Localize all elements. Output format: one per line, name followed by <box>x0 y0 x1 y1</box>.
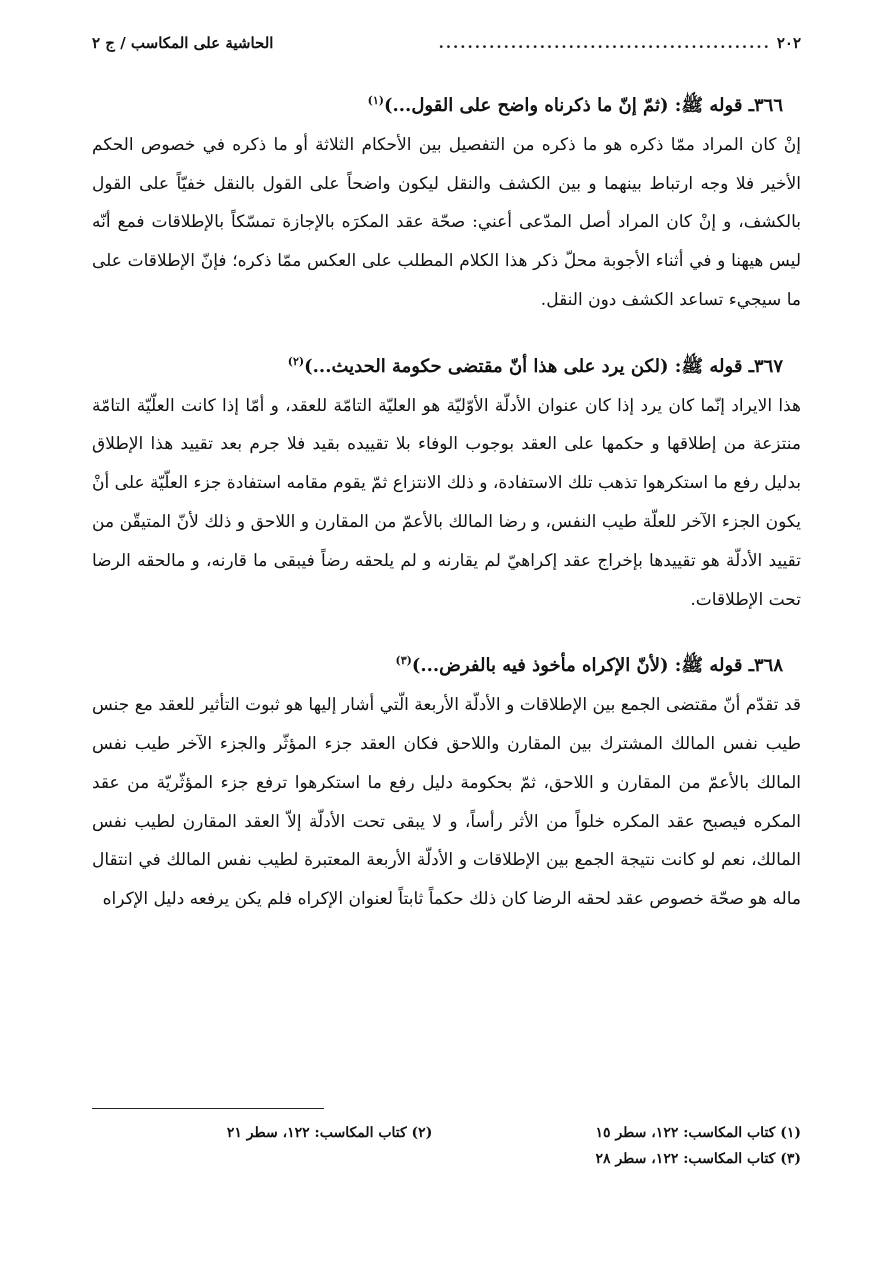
footnote-marker: (٣) <box>395 654 412 668</box>
section-paragraph: إنْ كان المراد ممّا ذكره هو ما ذكره من التفصيل بين الأحكام الثلاثة أو ما ذكره في خصوص الحكم الأخير فلا وجه ارتباط بينهما و بين الكشف والنقل ليكون واضحاً على القول بالنقل خفيّاً على القول بالكشف، و إنْ كان المراد أصل المدّعى أعني: صحّة عقد المكرَه بالإجازة تمسّكاً بالإطلاقات فمع أنّه ليس هيهنا و في أثناء الأجوبة محلّ ذكر هذا الكلام المطلب على العكس ممّا ذكره؛ فإنّ الإطلاقات على ما سيجيء تساعد الكشف دون النقل. <box>92 134 801 310</box>
heading-text: ٣٦٦ـ قوله ﷺ: (ثمّ إنّ ما ذكرناه واضح على القول...) <box>384 95 783 116</box>
footnote-1: (١) كتاب المكاسب: ١٢٢، سطر ١٥ <box>595 1125 801 1141</box>
page-body <box>92 82 801 919</box>
footnote-marker: (١) <box>367 94 384 107</box>
section-heading <box>92 82 801 126</box>
running-header <box>92 34 801 52</box>
book-title: الحاشية على المكاسب / ج ٢ <box>92 34 274 52</box>
commentary-section <box>92 343 801 620</box>
footnote-3: (٣) كتاب المكاسب: ١٢٢، سطر ٢٨ <box>595 1151 801 1167</box>
footnote-divider <box>92 1108 324 1109</box>
footnote-row <box>92 1120 801 1146</box>
footnote-marker: (٢) <box>287 354 305 368</box>
section-paragraph: قد تقدّم أنّ مقتضى الجمع بين الإطلاقات و الأدلّة الأربعة الّتي أشار إليها هو ثبوت التأثير للعقد مع جنس طيب نفس المالك المشترك بين المقارن واللاحق فكان العقد جزء المؤثّر والجزء الآخر طيب نفس المالك بالأعمّ من المقارن و اللاحق، ثمّ بحكومة دليل رفع ما استكرهوا ترفع جزء المؤثّريّة من عقد المكره فيصبح عقد المكره خلواً من الأثر رأساً، و لا يبقى تحت الأدلّة إلاّ العقد المقارن لطيب نفس المالك، نعم لو كانت نتيجة الجمع بين الإطلاقات و الأدلّة الأربعة المعتبرة لطيب نفس المالك في انتقال ماله هو صحّة خصوص عقد لحقه الرضا كان ذلك حكماً ثابتاً لعنوان الإكراه فلم يكن يرفعه دليل الإكراه <box>92 695 801 910</box>
section-paragraph: هذا الايراد إنّما كان يرد إذا كان عنوان الأدلّة الأوّليّة هو العليّة التامّة للعقد، و أمّا إذا كانت العلّيّة التامّة منتزعة من إطلاقها و حكمها على العقد بوجوب الوفاء بلا تقييده بقيد فلا جرم بعد تقييد هذا الإطلاق بدليل رفع ما استكرهوا تذهب تلك الاستفادة، و ذلك الانتزاع ثمّ يقوم مقامه استفادة جزء العلّيّة على أنْ يكون الجزء الآخر للعلّة طيب النفس، و رضا المالك بالأعمّ من المقارن و اللاحق و ذلك لأنّ المتيقّن من تقييد الأدلّة هو تقييدها بإخراج عقد إكراهيّ لم يقارنه و لم يلحقه رضاً فيبقى ما قارنه، و مالحقه الرضا تحت الإطلاقات. <box>92 395 801 610</box>
commentary-section <box>92 642 801 919</box>
header-leader-dots: .............................................. <box>438 34 771 52</box>
heading-text: ٣٦٧ـ قوله ﷺ: (لكن يرد على هذا أنّ مقتضى حكومة الحديث...) <box>304 355 783 377</box>
footnotes <box>92 1120 801 1172</box>
footnote-2: (٢) كتاب المكاسب: ١٢٢، سطر ٢١ <box>226 1125 433 1141</box>
heading-text: ٣٦٨ـ قوله ﷺ: (لأنّ الإكراه مأخوذ فيه بالفرض...) <box>411 655 783 677</box>
commentary-section <box>92 82 801 320</box>
section-heading <box>92 642 801 686</box>
footnote-row <box>92 1146 801 1172</box>
page-number: ٢٠٢ <box>776 34 801 52</box>
section-heading <box>92 343 801 387</box>
